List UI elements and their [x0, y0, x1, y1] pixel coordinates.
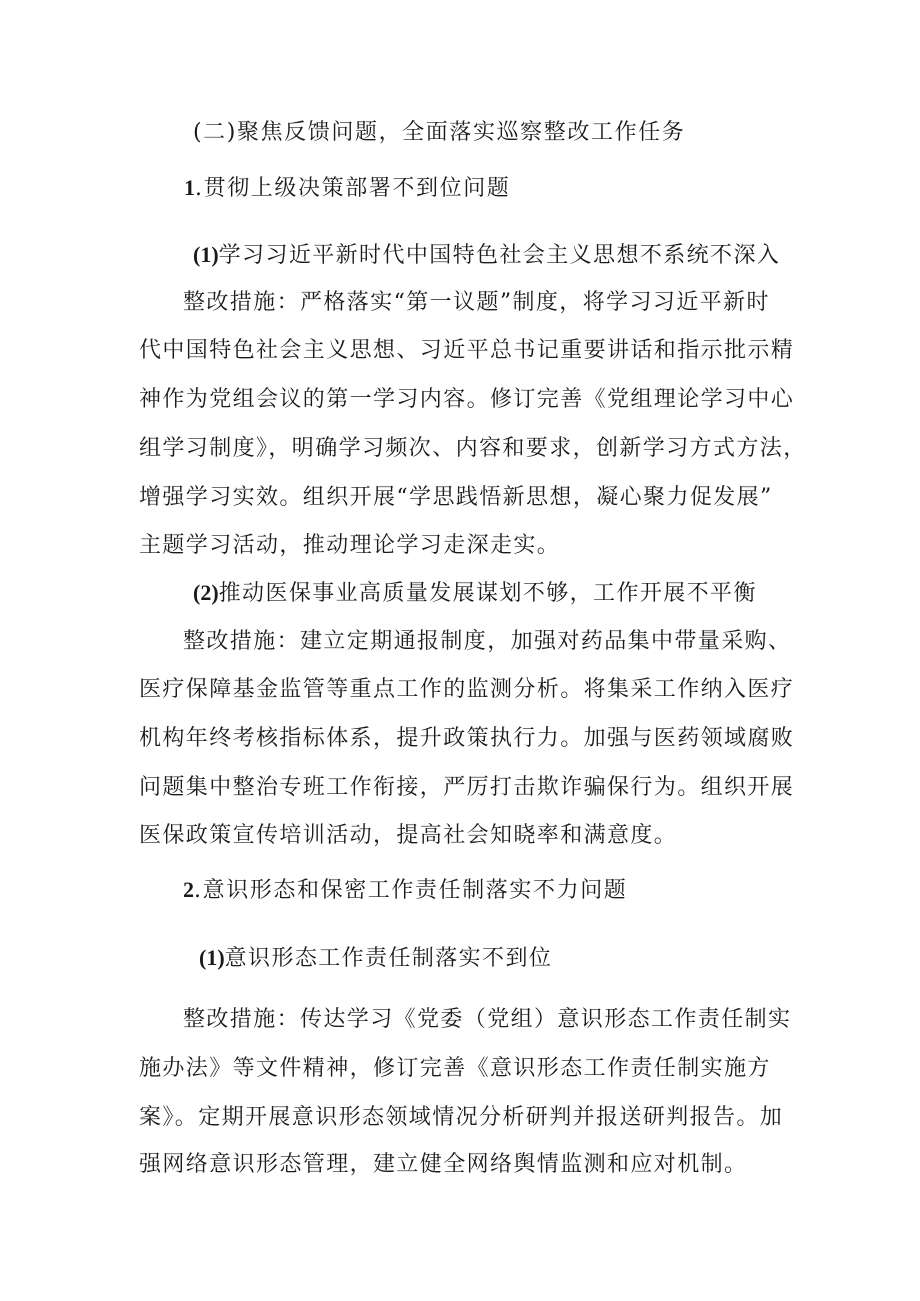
item1-sub2-line-3: 机构年终考核指标体系，提升政策执行力。加强与医药领域腐败 [139, 726, 795, 751]
item2-title: .意识形态和保密工作责任制落实不力问题 [194, 878, 628, 903]
item1-title: .贯彻上级决策部署不到位问题 [195, 176, 511, 201]
item1-sub2-line-2: 医疗保障基金监管等重点工作的监测分析。将集采工作纳入医疗 [139, 677, 795, 702]
item1-number: 1 [184, 175, 195, 200]
item1-sub1-line-5: 增强学习实效。组织开展“学思践悟新思想，凝心聚力促发展” [139, 485, 773, 510]
item1-sub1-title: 学习习近平新时代中国特色社会主义思想不系统不深入 [218, 243, 781, 268]
item1-sub1-line-6: 主题学习活动，推动理论学习走深走实。 [139, 533, 561, 558]
item2-sub1-line-1: 整改措施：传达学习《党委（党组）意识形态工作责任制实 [183, 1007, 792, 1032]
item1-sub2-line-1: 整改措施：建立定期通报制度，加强对药品集中带量采购、 [183, 629, 792, 654]
section-title: (二)聚焦反馈问题，全面落实巡察整改工作任务 [193, 120, 686, 145]
item1-sub1-line-2: 代中国特色社会主义思想、习近平总书记重要讲话和指示批示精 [139, 338, 795, 363]
item1-sub1-line-4: 组学习制度》，明确学习频次、内容和要求，创新学习方式方法， [139, 436, 807, 461]
item2-heading [183, 875, 627, 906]
item1-sub2-number: (2) [193, 580, 219, 605]
item2-sub1-line-4: 强网络意识形态管理，建立健全网络舆情监测和应对机制。 [139, 1152, 748, 1177]
item1-sub2-title: 推动医保事业高质量发展谋划不够，工作开展不平衡 [218, 581, 757, 606]
item2-sub1-title: 意识形态工作责任制落实不到位 [224, 946, 553, 971]
item1-sub2-line-5: 医保政策宣传培训活动，提高社会知晓率和满意度。 [139, 823, 678, 848]
item1-sub2-line-4: 问题集中整治专班工作衔接，严厉打击欺诈骗保行为。组织开展 [139, 775, 795, 800]
item1-heading [184, 173, 510, 204]
item1-sub1-line-1: 整改措施：严格落实“第一议题”制度，将学习习近平新时 [183, 290, 770, 315]
item2-sub1-line-2: 施办法》等文件精神，修订完善《意识形态工作责任制实施方 [139, 1056, 771, 1081]
item2-sub1-number: (1) [199, 945, 225, 970]
item2-sub1-heading [199, 943, 552, 974]
item1-sub1-heading [193, 240, 780, 271]
item1-sub1-line-3: 神作为党组会议的第一学习内容。修订完善《党组理论学习中心 [139, 387, 795, 412]
item2-sub1-line-3: 案》。定期开展意识形态领域情况分析研判并报送研判报告。加 [139, 1105, 784, 1130]
item2-number: 2 [183, 877, 194, 902]
item1-sub2-heading [193, 578, 757, 609]
item1-sub1-number: (1) [193, 242, 219, 267]
